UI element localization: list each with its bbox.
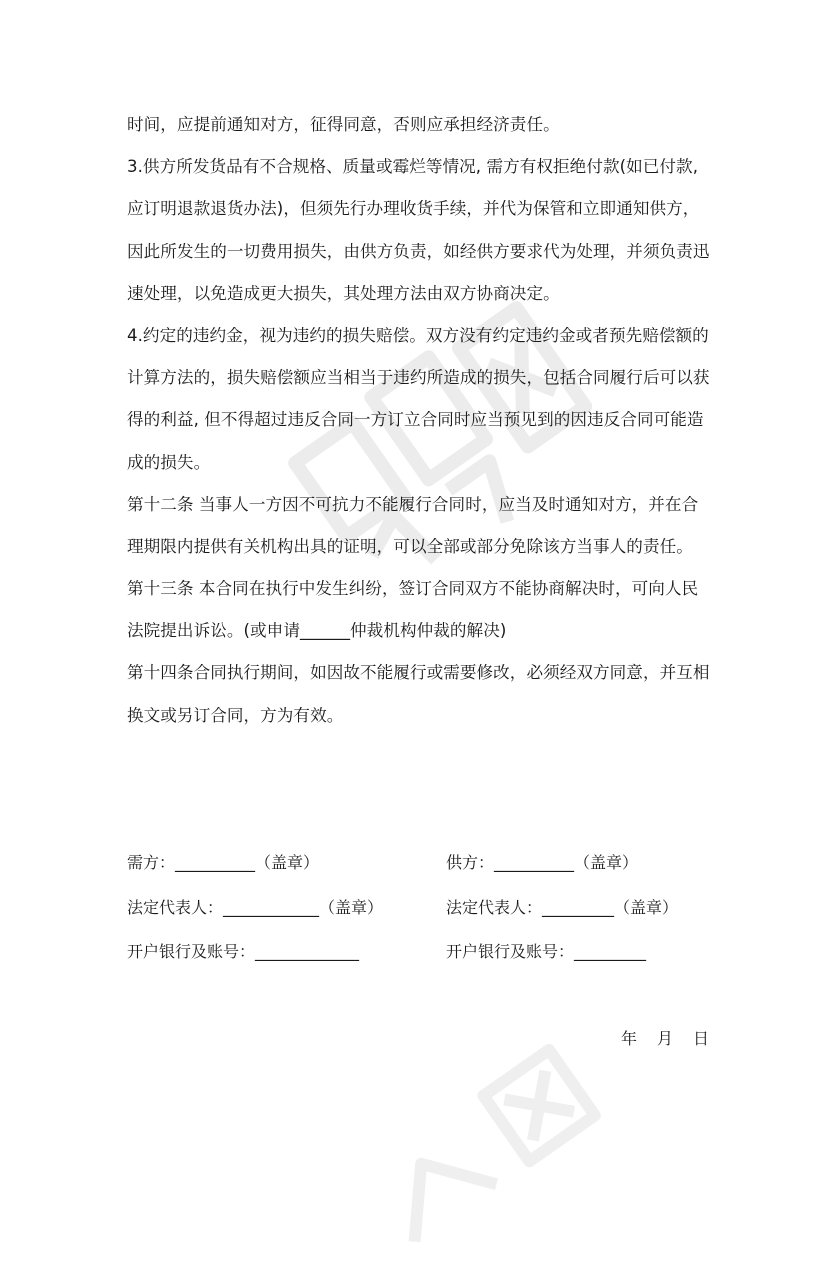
paragraph-line: 应订明退款退货办法)，但须先行办理收货手续，并代为保管和立即通知供方， (127, 199, 700, 219)
buyer-bank-line: 开户银行及账号：_____________ (127, 942, 360, 961)
paragraph-line: 换文或另订合同，方为有效。 (127, 705, 344, 725)
paragraph-line: 第十四条合同执行期间，如因故不能履行或需要修改，必须经双方同意，并互相 (127, 663, 710, 683)
paragraph-line: 第十二条 当事人一方因不可抗力不能履行合同时，应当及时通知对方，并在合 (127, 494, 699, 514)
contract-body (127, 110, 712, 743)
date-year: 年 (621, 1029, 638, 1048)
supplier-party-line: 供方：__________（盖章） (446, 853, 639, 872)
paragraph-line: 计算方法的，损失赔偿额应当相当于违约所造成的损失，包括合同履行后可以获 (127, 368, 710, 388)
paragraph-line: 法院提出诉讼。(或申请______仲裁机构仲裁的解决) (127, 621, 507, 641)
supplier-representative-line: 法定代表人：_________（盖章） (446, 898, 679, 917)
paragraph-line: 成的损失。 (127, 452, 211, 472)
date-day: 日 (693, 1029, 710, 1048)
buyer-party-line: 需方：__________（盖章） (127, 853, 320, 872)
paragraph-line: 得的利益, 但不得超过违反合同一方订立合同时应当预见到的因违反合同可能造 (127, 410, 704, 430)
paragraph-line: 4.约定的违约金，视为违约的损失赔偿。双方没有约定违约金或者预先赔偿额的 (127, 325, 709, 345)
date-month: 月 (657, 1029, 674, 1048)
paragraph-line: 因此所发生的一切费用损失，由供方负责，如经供方要求代为处理，并须负责迅 (127, 241, 710, 261)
paragraph-line: 速处理，以免造成更大损失，其处理方法由双方协商决定。 (127, 283, 560, 303)
paragraph-line: 时间，应提前通知对方，征得同意，否则应承担经济责任。 (127, 115, 560, 134)
paragraph-line: 3.供方所发货品有不合规格、质量或霉烂等情况, 需方有权拒绝付款(如已付款, (127, 157, 699, 177)
paragraph-line: 第十三条 本合同在执行中发生纠纷，签订合同双方不能协商解决时，可向人民 (127, 579, 699, 599)
supplier-bank-line: 开户银行及账号：_________ (446, 942, 647, 961)
buyer-representative-line: 法定代表人：____________（盖章） (127, 898, 384, 917)
watermark-fragment-icon (349, 1016, 631, 1263)
date-line (621, 1026, 709, 1049)
paragraph-line: 理期限内提供有关机构出具的证明，可以全部或部分免除该方当事人的责任。 (127, 536, 693, 556)
